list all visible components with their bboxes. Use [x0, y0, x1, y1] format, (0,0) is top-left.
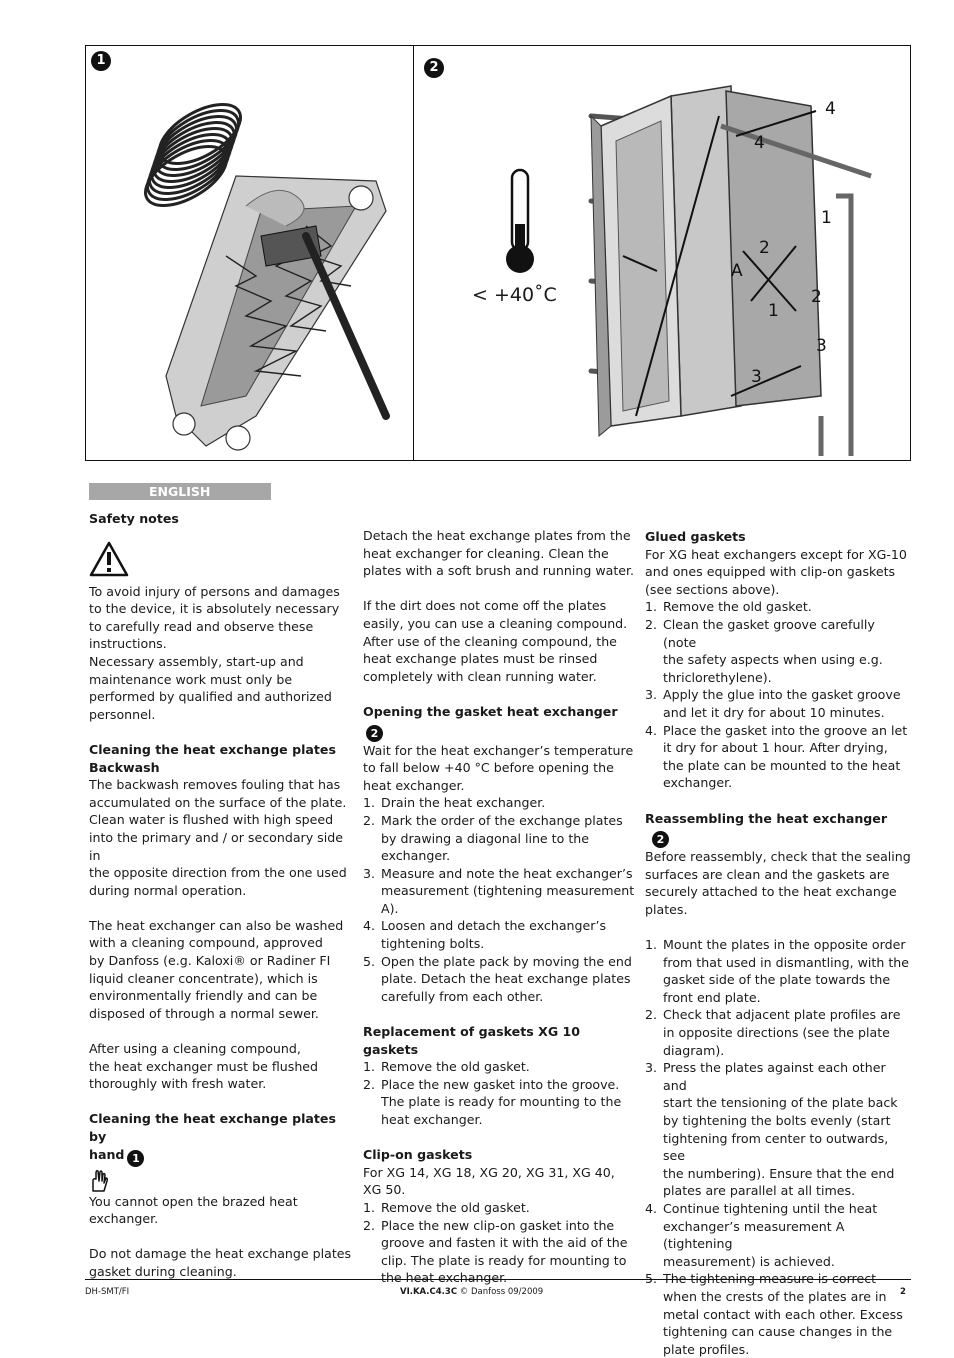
opening-heading: Opening the gasket heat exchanger2: [363, 703, 618, 740]
list-item: 3. Measure and note the heat exchanger’s measurement (tightening measurement A).: [363, 865, 635, 916]
figure-ref-2b: 2: [652, 831, 669, 848]
list-item: 5. Open the plate pack by moving the end plate. Detach the heat exchange plates carefully from each other.: [363, 953, 632, 1004]
bolt-label-4a: 4: [825, 99, 836, 119]
heat-exchanger-diagram: [571, 76, 891, 456]
list-item: 4. Loosen and detach the exchanger’s tightening bolts.: [363, 918, 607, 952]
list-item: 5. The tightening measure is correct when the crests of the plates are in metal contact with each other. Excess tightening can cause changes in the plate profiles.: [645, 1271, 903, 1357]
detach-para: Detach the heat exchange plates from the heat exchanger for cleaning. Clean the plates with a soft brush and running water.: [363, 528, 635, 579]
glued-para: For XG heat exchangers except for XG-10 and ones equipped with clip-on gaskets (see sections above).: [645, 546, 907, 597]
replacement-heading: Replacement of gaskets XG 10 gaskets: [363, 1024, 581, 1057]
reassembling-steps: [645, 936, 911, 1358]
list-item: 3. Press the plates against each other and start the tensioning of the plate back by tightening the bolts evenly (start tightening from center to outwards, see the numbering). Ensure that the end plates are parallel at all times.: [645, 1060, 898, 1199]
reassembling-heading: Reassembling the heat exchanger2: [645, 810, 888, 847]
measurement-label-a: A: [731, 261, 743, 281]
safety-para-2: Necessary assembly, start-up and maintenance work must only be performed by qualified and authorized personnel.: [89, 653, 332, 722]
temperature-label: < +40˚C: [472, 284, 557, 306]
column-1: [89, 510, 354, 1281]
list-item: 2. Mark the order of the exchange plates by drawing a diagonal line to the exchanger.: [363, 812, 623, 864]
clipon-steps: [363, 1199, 635, 1287]
damage-para: Do not damage the heat exchange plates gasket during cleaning.: [89, 1246, 352, 1279]
figure-ref-1: 1: [127, 1150, 144, 1167]
by-hand-heading: Cleaning the heat exchange plates by hand 1: [89, 1111, 336, 1165]
hand-icon: [89, 1169, 111, 1193]
opening-steps: [363, 794, 635, 1005]
plate-cleaning-illustration: [126, 86, 406, 456]
doc-code: VI.KA.C4.3C: [400, 1287, 458, 1297]
copyright: © Danfoss 09/2009: [459, 1287, 544, 1297]
opening-para: Wait for the heat exchanger’s temperature to fall below +40 °C before opening the heat exchanger.: [363, 742, 634, 793]
brazed-para: You cannot open the brazed heat exchanger.: [89, 1193, 298, 1227]
column-2: [363, 527, 635, 1287]
list-item: 1. Remove the old gasket.: [645, 599, 812, 615]
footer-rule: [85, 1279, 911, 1280]
column-3: [645, 528, 911, 1358]
bolt-label-2b: 2: [811, 287, 822, 307]
figure-ref-2: 2: [366, 725, 383, 742]
bolt-label-3a: 3: [816, 336, 827, 356]
footer-left: DH-SMT/FI: [85, 1287, 130, 1297]
warning-icon: [89, 541, 129, 577]
list-item: 1. Drain the heat exchanger.: [363, 795, 546, 811]
figure-box: [85, 45, 911, 461]
list-item: 2. Place the new gasket into the groove. The plate is ready for mounting to the heat exchanger.: [363, 1076, 622, 1127]
safety-para-1: To avoid injury of persons and damages to the device, it is absolutely necessary to carefully read and observe these instructions.: [89, 583, 340, 652]
thermometer-icon: [502, 166, 538, 276]
glued-heading: Glued gaskets: [645, 529, 746, 544]
backwash-para: The backwash removes fouling that has accumulated on the surface of the plate. Clean water is flushed with high speed into the primary and / or secondary side in the opposite direction from the one used during normal operation.: [89, 777, 347, 898]
glued-steps: [645, 598, 911, 792]
bolt-label-4b: 4: [754, 133, 765, 153]
bolt-label-1b: 1: [768, 301, 779, 321]
safety-heading: Safety notes: [89, 511, 179, 526]
clipon-para: For XG 14, XG 18, XG 20, XG 31, XG 40, XG 50.: [363, 1164, 615, 1198]
list-item: 2. Place the new clip-on gasket into the groove and fasten it with the aid of the clip. The plate is ready for mounting to the heat exchanger.: [363, 1217, 628, 1286]
list-item: 4. Place the gasket into the groove an let it dry for about 1 hour. After drying, the plate can be mounted to the heat exchanger.: [645, 722, 908, 791]
bolt-label-1a: 1: [821, 208, 832, 228]
language-tab: ENGLISH: [89, 483, 271, 500]
figure-divider: [413, 46, 414, 460]
reassembling-para: Before reassembly, check that the sealing surfaces are clean and the gaskets are securely attached to the heat exchange plates.: [645, 849, 911, 917]
figure-1-number: 1: [91, 51, 111, 71]
page-number: 2: [900, 1287, 906, 1297]
replacement-steps: [363, 1058, 635, 1128]
dirt-para: If the dirt does not come off the plates easily, you can use a cleaning compound. After use of the cleaning compound, the heat exchange plates must be rinsed completely with clean running water.: [363, 598, 628, 684]
compound-para: The heat exchanger can also be washed with a cleaning compound, approved by Danfoss (e.g. Kaloxi® or Radiner FI liquid cleaner concentrate), which is environmentally friendly and can be disposed of through a normal sewer.: [89, 917, 344, 1021]
list-item: 2. Clean the gasket groove carefully (note the safety aspects when using e.g. thriclorethylene).: [645, 616, 883, 685]
list-item: 3. Apply the glue into the gasket groove and let it dry for about 10 minutes.: [645, 687, 901, 720]
list-item: 4. Continue tightening until the heat exchanger’s measurement A (tightening measurement) is achieved.: [645, 1200, 878, 1269]
list-item: 2. Check that adjacent plate profiles are in opposite directions (see the plate diagram).: [645, 1007, 901, 1058]
figure-2-number: 2: [424, 58, 444, 78]
list-item: 1. Remove the old gasket.: [363, 1059, 530, 1075]
list-item: 1. Remove the old gasket.: [363, 1199, 530, 1215]
bolt-label-3b: 3: [751, 367, 762, 387]
list-item: 1. Mount the plates in the opposite order from that used in dismantling, with the gasket side of the plate towards the front end plate.: [645, 937, 909, 1005]
cleaning-heading: Cleaning the heat exchange plates Backwash: [89, 741, 336, 775]
bolt-label-2a: 2: [759, 238, 770, 258]
footer-center: [400, 1287, 543, 1297]
after-compound-para: After using a cleaning compound, the heat exchanger must be flushed thoroughly with fresh water.: [89, 1041, 319, 1092]
clipon-heading: Clip-on gaskets: [363, 1147, 473, 1163]
